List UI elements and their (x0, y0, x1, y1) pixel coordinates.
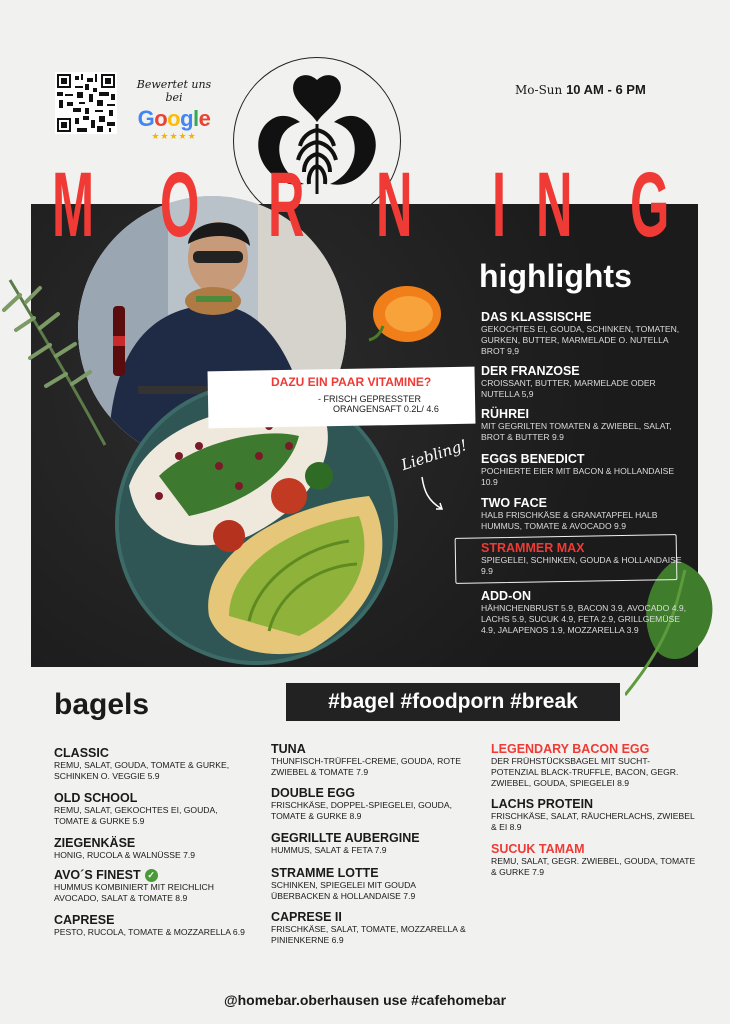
item-name: ADD-ON (481, 589, 531, 603)
item-desc: HALB FRISCHKÄSE & GRANATAPFEL HALB HUMMUS, TOMATE & AVOCADO 9.9 (481, 510, 658, 531)
item-desc: HUMMUS, SALAT & FETA 7.9 (271, 845, 387, 855)
item-name: GEGRILLTE AUBERGINE (271, 831, 420, 845)
bagels-title: bagels (54, 688, 150, 721)
liebling-note: Liebling! (398, 435, 470, 475)
vitamin-title: DAZU EIN PAAR VITAMINE? (271, 375, 432, 389)
rating-stars: ★★★★★ (151, 131, 197, 141)
title-letter: M (52, 154, 95, 256)
item-name: OLD SCHOOL (54, 791, 138, 805)
hours-time: 10 AM - 6 PM (566, 82, 646, 97)
google-logo[interactable]: Google (137, 106, 211, 131)
item-desc: MIT GEGRILTEN TOMATEN & ZWIEBEL, SALAT, BROT & BUTTER 9.9 (481, 421, 672, 442)
hours-days: Mo-Sun (515, 83, 563, 97)
rosemary-image (0, 270, 110, 455)
tomato-image (367, 280, 445, 355)
bagel-item (54, 913, 254, 938)
arrow-icon (418, 475, 448, 520)
title-letter: N (376, 154, 413, 256)
social-footer: @homebar.oberhausen use #cafehomebar (223, 992, 507, 1008)
menu-item (481, 310, 691, 357)
item-name: ZIEGENKÄSE (54, 836, 136, 850)
title-letter: N (536, 154, 573, 256)
bagel-item (54, 746, 254, 782)
menu-item-favorite (481, 541, 691, 577)
morning-title (0, 153, 730, 256)
item-desc: SPIEGELEI, SCHINKEN, GOUDA & HOLLANDAISE 9.9 (481, 555, 682, 576)
menu-item (481, 452, 691, 488)
item-desc: FRISCHKÄSE, DOPPEL-SPIEGELEI, GOUDA, TOMATE & GURKE 8.9 (271, 800, 452, 821)
item-name: STRAMMER MAX (481, 541, 585, 555)
item-name-text: AVO´S FINEST (54, 868, 141, 882)
item-desc: HÄHNCHENBRUST 5.9, BACON 3.9, AVOCADO 4.9, LACHS 5.9, SUCUK 4.9, FETA 2.9, GRILLGEMÜSE 4.9, JALAPENOS 1.9, MOZZARELLA 3.9 (481, 603, 687, 635)
highlights-title: highlights (479, 258, 632, 294)
item-desc: GEKOCHTES EI, GOUDA, SCHINKEN, TOMATEN, GURKEN, BUTTER, MARMELADE O. NUTELLA BROT 9,9 (481, 324, 680, 356)
menu-item (481, 589, 691, 636)
item-name: LEGENDARY BACON EGG (491, 742, 650, 756)
item-name: DAS KLASSISCHE (481, 310, 592, 324)
item-name: EGGS BENEDICT (481, 452, 585, 466)
bagel-item (54, 868, 254, 904)
item-desc: REMU, SALAT, GEKOCHTES EI, GOUDA, TOMATE & GURKE 5.9 (54, 805, 218, 826)
title-letter: R (268, 154, 305, 256)
bagel-item (271, 831, 471, 856)
item-name: LACHS PROTEIN (491, 797, 594, 811)
item-name: RÜHREI (481, 407, 529, 421)
item-desc: HUMMUS KOMBINIERT MIT REICHLICH AVOCADO, SALAT & TOMATE 8.9 (54, 882, 214, 904)
bagel-item (271, 786, 471, 822)
item-desc: PESTO, RUCOLA, TOMATE & MOZZARELLA 6.9 (54, 927, 245, 937)
item-name: CLASSIC (54, 746, 109, 760)
menu-item (481, 407, 691, 443)
menu-item (481, 496, 691, 532)
item-name: CAPRESE II (271, 910, 342, 924)
item-name (54, 868, 254, 882)
item-desc: HONIG, RUCOLA & WALNÜSSE 7.9 (54, 850, 196, 860)
menu-item (481, 364, 691, 400)
bagel-item-featured (491, 742, 696, 789)
bagel-item (54, 836, 254, 861)
bagel-item (271, 742, 471, 778)
item-desc: POCHIERTE EIER MIT BACON & HOLLANDAISE 10.9 (481, 466, 675, 487)
item-name: TWO FACE (481, 496, 547, 510)
hashtag-bar: #bagel #foodporn #break (286, 683, 620, 721)
title-letter: G (630, 154, 670, 256)
qr-code[interactable] (55, 72, 117, 134)
item-desc: CROISSANT, BUTTER, MARMELADE ODER NUTELLA 5,9 (481, 378, 656, 399)
bagel-item-featured (491, 842, 696, 878)
bagel-item (271, 866, 471, 902)
item-desc: DER FRÜHSTÜCKSBAGEL MIT SUCHT-POTENZIAL BLACK-TRUFFLE, BACON, GEGR. ZWIEBEL, GOUDA, SPIEGELEI 8.9 (491, 756, 679, 788)
item-desc: THUNFISCH-TRÜFFEL-CREME, GOUDA, ROTE ZWIEBEL & TOMATE 7.9 (271, 756, 462, 777)
item-name: SUCUK TAMAM (491, 842, 585, 856)
title-letter: I (492, 154, 507, 256)
rating-text: Bewertet uns bei (136, 78, 212, 104)
item-desc: FRISCHKÄSE, SALAT, TOMATE, MOZZARELLA & PINIENKERNE 6.9 (271, 924, 466, 945)
bagel-item (491, 797, 696, 833)
item-desc: SCHINKEN, SPIEGELEI MIT GOUDA ÜBERBACKEN & HOLLANDAISE 7.9 (271, 880, 416, 901)
opening-hours (515, 82, 646, 97)
bagel-item (54, 791, 254, 827)
item-desc: REMU, SALAT, GOUDA, TOMATE & GURKE, SCHINKEN O. VEGGIE 5.9 (54, 760, 230, 781)
item-desc: REMU, SALAT, GEGR. ZWIEBEL, GOUDA, TOMATE & GURKE 7.9 (491, 856, 696, 877)
item-desc: FRISCHKÄSE, SALAT, RÄUCHERLACHS, ZWIEBEL & EI 8.9 (491, 811, 695, 832)
bagel-item (271, 910, 471, 946)
item-name: CAPRESE (54, 913, 115, 927)
vitamin-line: - FRISCH GEPRESSTER (318, 394, 422, 404)
vitamin-line: ORANGENSAFT 0.2L/ 4.6 (333, 404, 439, 414)
item-name: STRAMME LOTTE (271, 866, 379, 880)
vegan-leaf-icon: ✓ (145, 869, 158, 882)
item-name: DER FRANZOSE (481, 364, 580, 378)
item-name: TUNA (271, 742, 306, 756)
title-letter: O (160, 154, 200, 256)
item-name: DOUBLE EGG (271, 786, 356, 800)
